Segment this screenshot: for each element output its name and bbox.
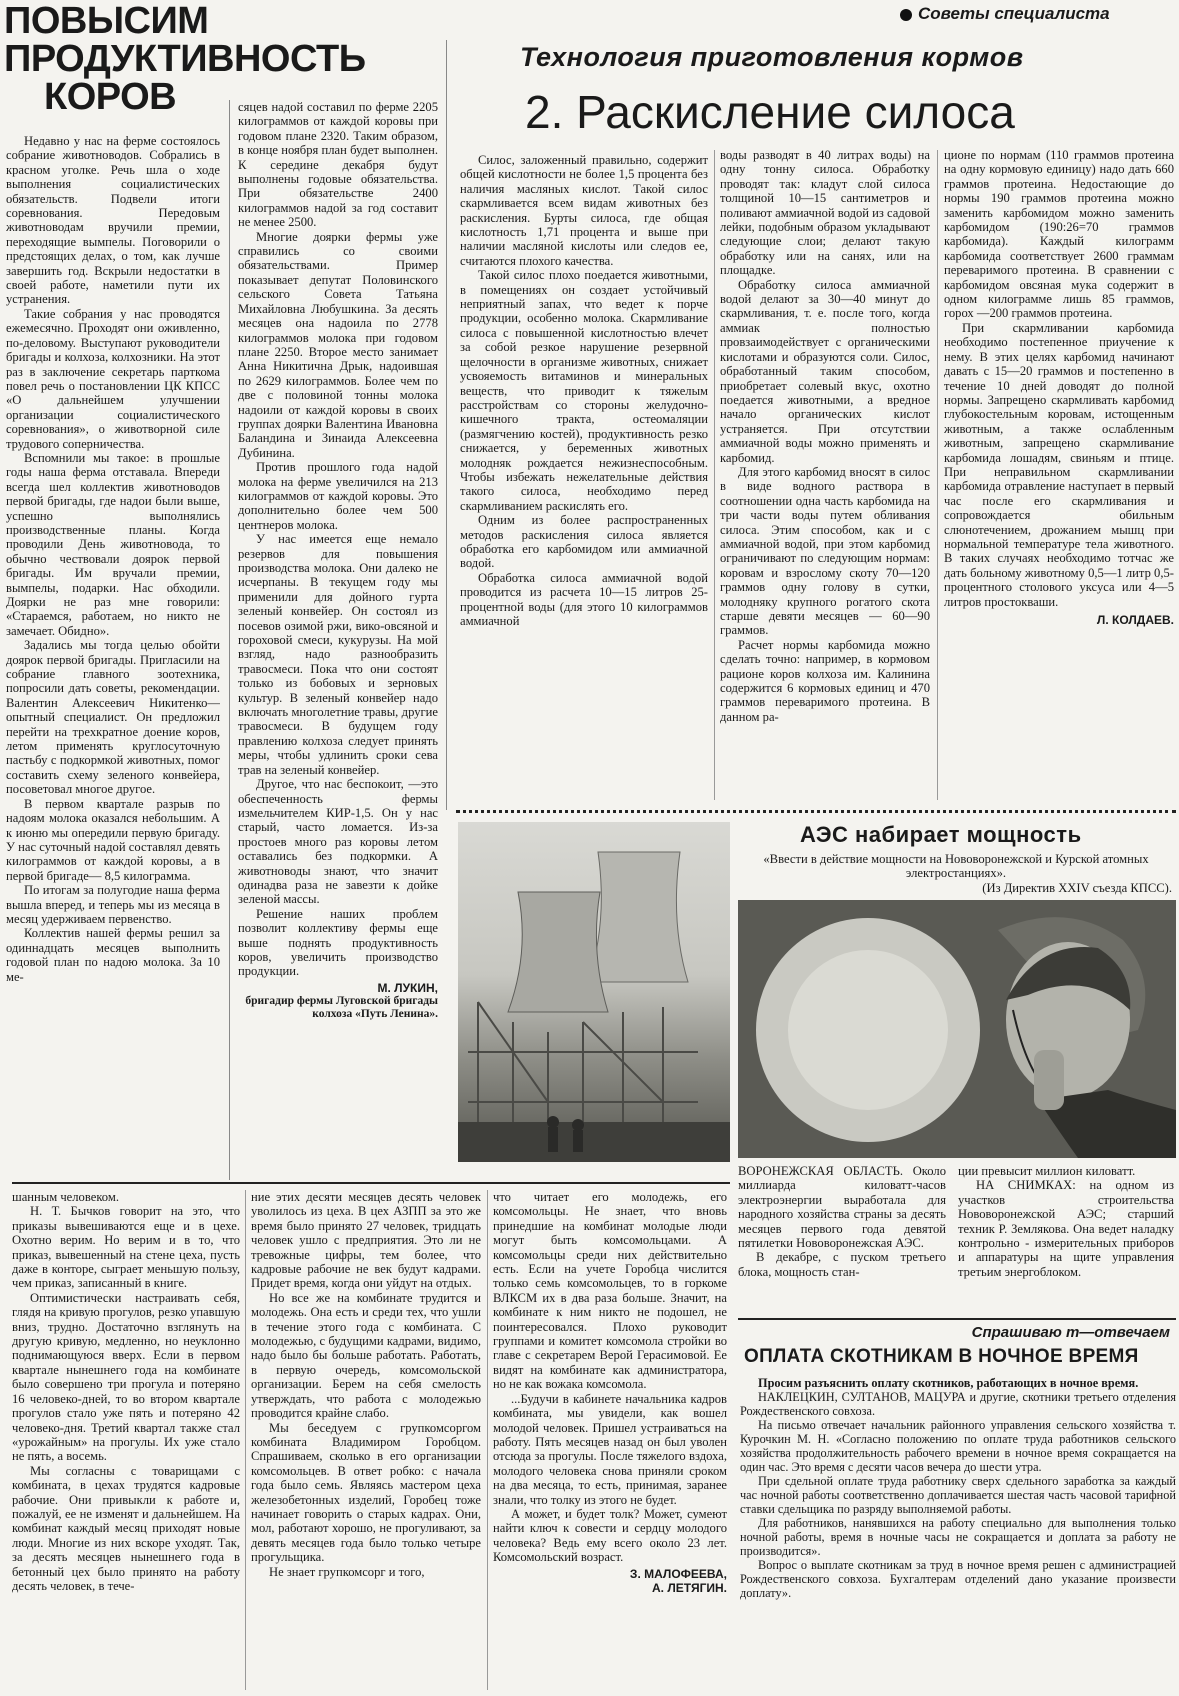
column-divider	[446, 40, 447, 810]
column-divider	[229, 100, 230, 1180]
paragraph: Такие собрания у нас проводятся ежемесячно. Проходят они оживленно, по-деловому. Выступают руководители бригады и колхоза, колхозники. На этот раз в заключение секретарь парткома повел речь о постановлении ЦК КПСС «О дальнейшем улучшении организации социалистического соревнования», о животворной силе трудового соперничества.	[6, 306, 220, 451]
section-divider	[12, 1182, 730, 1184]
paragraph: ции превысит миллион киловатт.	[958, 1164, 1136, 1178]
article5-rubric: Спрашиваю т—отвечаем	[971, 1324, 1170, 1341]
column-divider	[714, 150, 715, 800]
paragraph: В первом квартале разрыв по надоям молока оказался небольшим. А к июню мы опередили первую бригаду. У нас суточный надой составлял девять килограммов от каждой коровы, а в первой бригаде— 8,5 килограмма.	[6, 796, 220, 883]
paragraph: Не знает групкомсорг и того,	[269, 1564, 425, 1579]
paragraph: Вспомнили мы такое: в прошлые годы наша ферма отставала. Впереди всегда шел коллектив животноводов первой бригады, где надои были выше, успешно выполнялись производственные планы. Когда проводили День животновода, то обычно чествовали доярок первой бригады. Им вручали премии, вымпелы, подарки. Нас обходили. Доярки не раз мне говорили: «Стараемся, работаем, но никто не замечает. Обидно».	[6, 450, 220, 638]
paragraph: Обработку силоса аммиачной водой делают за 30—40 минут до скармливания, т. е. после того, когда аммиак полностью провзаимодействует с органическими кислотами и образуются соли. Силос, обработанный таким способом, приобретает солевый вкус, охотно поедается животными, а вредное начало органических кислот устраняется. При отсутствии аммиачной воды можно применять и карбомид.	[720, 277, 930, 465]
article3-epigraph-source: (Из Директив XXIV съезда КПСС).	[982, 881, 1172, 895]
paragraph: По итогам за полугодие наша ферма вышла вперед, и теперь мы из месяца в месяц удерживаем первенство.	[6, 883, 220, 926]
paragraph: Для этого карбомид вносят в силос в виде водного раствора в соотношении одна часть карбомида на три части воды путем обливания силоса. Этим способом, как и с аммиачной водой, при этом карбомид ограничивают по следующим нормам: коровам и взрослому скоту 70—120 граммов одну голову в сутки, молодняку крупного рогатого скота старше девяти месяцев — 60—90 граммов.	[720, 464, 930, 638]
paragraph: Против прошлого года надой молока на ферме увеличился на 213 килограммов от каждой коровы. Это дополнительно более чем 500 центнеров молока.	[238, 460, 438, 532]
article4-column-3	[493, 1190, 727, 1692]
article1-column-1	[6, 134, 220, 1174]
bullet-icon	[900, 9, 912, 21]
headline-line-1: ПОВЫСИМ	[4, 0, 209, 42]
article1-author: М. ЛУКИН,	[377, 980, 438, 995]
paragraph: что читает его молодежь, его комсомольцы. Не знает, что вновь принедшие на комбинат молодые люди могут быть комсомольцами. А комсомольцы среди них действительно есть. Если на учете Горобца числится только семь комсомольцев, то в горкоме ВЛКСМ их в два раза больше. Значит, на комбинате к ним никто не подошел, не поинтересовался. Плохо руководит группами и комитет комсомола стройки во главе с секретарем Верой Герасимовой. Ее видят на комбинате как администратора, но не как вожака комсомола.	[493, 1190, 727, 1392]
paragraph: ционе по нормам (110 граммов протеина на одну кормовую единицу) надо дать 660 граммов протеина. Недостающие до нормы 190 граммов протеина можно заменить карбомидом можно заменить карбомидом (190:26=70 граммов карбомида). Каждый килограмм карбомида соответствует 2600 граммам переваримого протеина. В сравнении с карбомидом овсяная мука содержит в одном килограмме лишь 85 граммов, горох —200 граммов протеина.	[944, 148, 1174, 321]
cooling-towers-icon	[458, 822, 730, 1162]
article3-epigraph: «Ввести в действие мощности на Нововоронежской и Курской атомных электростанциях».	[763, 852, 1149, 881]
article1-column-2	[238, 100, 438, 1096]
paragraph: Коллектив нашей фермы решил за одиннадцать месяцев выполнить годовой план по надою молока. За 10 ме-	[6, 926, 220, 984]
paragraph: Но все же на комбинате трудится и молодежь. Она есть и среди тех, что ушли в течение этого года с комбината. С молодежью, с будущими кадрами, видимо, надо было бы больше работать. Работать, в первую очередь, комсомольской организации. Берем на себя смелость утверждать, что работа с молодежью проводится крайне слабо.	[251, 1290, 481, 1421]
article4-column-1	[12, 1190, 240, 1692]
headline-line-2: ПРОДУКТИВНОСТЬ	[4, 38, 366, 80]
section-divider	[738, 1318, 1176, 1320]
paragraph: Другое, что нас беспокоит, —это обеспеченность фермы измельчителем КИР-1,5. Он у нас старый, часто ломается. Из-за простоев много раз коровы летом оставались без подкормки. А животноводы знают, что значит одинадва раза не завезти к дойке зеленой массы.	[238, 777, 438, 907]
paragraph: Обработка силоса аммиачной водой проводится из расчета 10—15 литров 25-процентной воды (для этого 10 килограммов аммиачной	[460, 570, 708, 628]
article2-kicker: Технология приготовления кормов	[520, 42, 1024, 72]
paragraph: В декабре, с пуском третьего блока, мощность стан-	[738, 1250, 946, 1279]
article5-body	[740, 1376, 1176, 1694]
technician-portrait-icon	[738, 900, 1176, 1158]
rubric-header	[900, 4, 1175, 28]
paragraph: Одним из более распространенных методов раскисления силоса является обработка его карбомидом или аммиачной водой.	[460, 513, 708, 571]
paragraph: Н. Т. Бычков говорит на это, что приказы вывешиваются еще и в цехе. Охотно верим. Но верим и в то, что приказ, вывешенный на стене цеха, пусть даже в конторе, сыграет меньшую пользу, чем приказ, записанный в книге.	[12, 1204, 240, 1291]
article4-author-1: З. МАЛОФЕЕВА,	[629, 1566, 727, 1581]
column-divider	[487, 1190, 488, 1690]
paragraph: На письмо отвечает начальник районного управления сельского хозяйства т. Курочкин М. Н. «Согласно положению по оплате труда работников сельского хозяйства продолжительность рабочего времени в ночное время сокращается на один час. Это время с десяти часов вечера до шести утра.	[740, 1418, 1176, 1474]
paragraph: Мы беседуем с групкомсоргом комбината Владимиром Горобцом. Спрашиваем, сколько в его организации комсомольцев. В ответ робко: с начала года было семь. Являясь мастером цеха железобетонных изделий, Горобец тоже начинает говорить о старых кадрах. Они, мол, работают хорошо, не прогуливают, за девять месяцев года было только четыре прогульщика.	[251, 1420, 481, 1565]
paragraph: ние этих десяти месяцев десять человек уволилось из цеха. В цех АЗПП за это же время было принято 27 человек, тридцать человек ушло с предприятия. Это ли не тревожные цифры, тем более, что кадровые рабочие не век будут кадрами. Придет время, когда они уйдут на отдых.	[251, 1190, 481, 1291]
question-signers: НАКЛЕЦКИН, СУЛТАНОВ, МАЦУРА и другие, скотники третьего отделения Рождественского совхоза.	[740, 1390, 1176, 1418]
paragraph: шанным человеком.	[12, 1190, 119, 1204]
paragraph: Такой силос плохо поедается животными, в помещениях он создает устойчивый неприятный запах, что ведет к порче продукции, особенно молока. Скармливание силоса с повышенной кислотностью влечет за собой резкое нарушение резервной щелочности в организме животных, снижает усвояемость витаминов и минеральных веществ, что приводит к тяжелым расстройствам со стороны желудочно-кишечного тракта, остеомаляции (размягчению костей), продуктивность резко снижается, у беременных животных молодняк рождается нежизнеспособным. Чтобы избежать нежелательные действия такого силоса, необходимо перед скармливанием раскислять его.	[460, 268, 708, 513]
paragraph: Оптимистически настраивать себя, глядя на кривую прогулов, резко упавшую вниз, трудно. Достаточно взглянуть на другую кривую, медленно, но неуклонно поднимающуюся вверх. Если в первом квартале нынешнего года на комбинате было совершено три прогула и потеряно 16 человеко-дней, то во втором квартале прогулов стало уже пять и потеряно 42 человеко-дня. Третий квартал также стал «урожайным» на прогулы. Их уже стало не пять, а восемь.	[12, 1290, 240, 1464]
paragraph: Вопрос о выплате скотникам за труд в ночное время решен с администрацией Рождественского совхоза. Бухгалтерам отделений дано указание произвести доплату».	[740, 1558, 1176, 1600]
paragraph: При скармливании карбомида необходимо постепенное приучение к нему. В этих целях карбомид начинают давать с 15—20 граммов и постепенно в течение 10 дней доводят до полной нормы. Запрещено скармливать карбомид глубокостельным коровам, истощенным животным, а также ослабленным животным, запрещено скармливание карбомида лошадям, свиньям и птице. При неправильном скармливании карбомида отравление наступает в первый час после его скармливания и сопровождается обильным слюнотечением, дрожанием мышц при нормальной температуре тела животного. В таких случаях необходимо тотчас же дать больному животному 0,5—1 литр 0,5-процентного столового уксуса или 4—5 литров простокваши.	[944, 320, 1174, 609]
paragraph: Недавно у нас на ферме состоялось собрание животноводов. Собрались в красном уголке. Речь шла о ходе выполнения социалистических обязательств. Подвели итоги соревнования. Передовым животноводам вручили премии, переходящие вымпелы. Поговорили о предстоящих делах, о том, как лучше завершить год. Вскрыли недостатки в своей работе, наметили пути их устранения.	[6, 134, 220, 307]
rubric-label: Советы специалиста	[918, 4, 1110, 23]
article2-column-1	[460, 153, 708, 805]
article2-headline: 2. Раскисление силоса	[525, 86, 1015, 138]
paragraph: При сдельной оплате труда работнику сверх сдельного заработка за каждый час ночной работы соответственно доплачивается шестая часть часовой тарифной ставки сдельщика по разряду выполняемой работы.	[740, 1474, 1176, 1516]
photo-power-plant-construction	[458, 822, 730, 1162]
article2-author: Л. КОЛДАЕВ.	[1096, 613, 1174, 627]
paragraph: Решение наших проблем позволит коллективу фермы еще выше поднять продуктивность коров, увеличить производство продукции.	[238, 906, 438, 979]
article1-headline	[4, 0, 366, 118]
paragraph: Расчет нормы карбомида можно сделать точно: например, в кормовом рационе коров колхоза им. Калинина содержится 6 кормовых единиц и 470 граммов переваримого протеина. В данном ра-	[720, 637, 930, 724]
headline-line-3: КОРОВ	[44, 76, 177, 118]
article3-headline: АЭС набирает мощность	[800, 822, 1082, 847]
article3-column-1	[738, 1164, 946, 1314]
section-divider	[456, 810, 1176, 813]
article2-column-3	[944, 148, 1174, 803]
article1-author-title: бригадир фермы Луговской бригады колхоза «Путь Ленина».	[245, 995, 438, 1021]
article3-column-2	[958, 1164, 1174, 1314]
question: Просим разъяснить оплату скотников, работающих в ночное время.	[758, 1376, 1139, 1390]
paragraph: воды разводят в 40 литрах воды) на одну тонну силоса. Обработку проводят так: кладут слой силоса толщиной 10—15 сантиметров и поливают аммиачной водой из садовой лейки, подобным образом укладывают следующие слои; делают такую обработку или на санях, или на площадке.	[720, 148, 930, 278]
paragraph: Задались мы тогда целью обойти доярок первой бригады. Пригласили на собрание главного зоотехника, попросили дать советы, рекомендации. Валентин Алексеевич Никитенко—опытный специалист. Он предложил перейти на трехкратное доение коров, летом применять круглосуточную пастьбу с подкормкой животных, помог составить схему зеленого конвейера, посоветовал многое другое.	[6, 638, 220, 797]
paragraph: Для работников, нанявшихся на работу специально для выполнения только ночной работы, время в ночные часы не сокращается и доплата за работу не производится».	[740, 1516, 1176, 1558]
paragraph: Силос, заложенный правильно, содержит общей кислотности не более 1,5 процента без наличия масляных кислот. Такой силос скармливается всем видам животных без раскисления. Бурты силоса, где общая кислотность 1,71 процента и выше при наличии масляной кислоты или следов ее, считаются плохого качества.	[460, 153, 708, 268]
paragraph: Мы согласны с товарищами с комбината, в цехах трудятся кадровые рабочие. Они привыкли к работе и, пожалуй, ее не изменят и дальнейшем. На комбинат каждый месяц приходят новые люди. Многие из них вскоре уходят. Так, за десять месяцев нынешнего года в бетонный цех было принято на работу десять человек, в тече-	[12, 1463, 240, 1593]
paragraph: У нас имеется еще немало резервов для повышения производства молока. Они далеко не исчерпаны. В текущем году мы применили для дойного гурта зеленый конвейер. Он состоял из посевов озимой ржи, вико-овсяной и гороховой смеси, кукурузы. На мой взгляд, надо разнообразить травосмеси. Пока что они состоят только из бобовых и зерновых культур. В зеленый конвейер надо включать многолетние травы, другие травосмеси. В будущем году правлению колхоза следует принять меры, чтобы удлинить сроки сева трав на зеленый конвейер.	[238, 532, 438, 777]
paragraph: сяцев надой составил по ферме 2205 килограммов от каждой коровы при годовом плане 2320. Таким образом, в конце ноября план будет выполнен. К середине декабря будут выполнены годовые обязательства. При обязательстве 2400 килограммов надой за год составит не менее 2500.	[238, 100, 438, 230]
paragraph: ...Будучи в кабинете начальника кадров комбината, мы увидели, как вошел молодой человек. Пришел устраиваться на работу. Пять месяцев назад он был уволен отсюда за прогулы. После тяжелого вздоха, молодого человека снова приняли сроком на два месяца, то есть, принимая, заранее знали, что толку из этого не будет.	[493, 1391, 727, 1507]
paragraph: Многие доярки фермы уже справились со своими обязательствами. Пример показывает депутат Половинского сельского Совета Татьяна Михайловна Любушкина. За десять месяцев она надоила по 2778 килограммов молока при годовом плане 2250. Второе место занимает Анна Никитична Дрык, надоившая по 2629 килограммов. Более чем по две с половиной тонны молока надоили от каждой коровы в своих группах доярки Валентина Ивановна Баландина и Зинаида Алексеевна Дубинина.	[238, 229, 438, 460]
article4-column-2	[251, 1190, 481, 1692]
paragraph: А может, и будет толк? Может, сумеют найти ключ к совести и сердцу молодого человека? Ведь ему всего около 23 лет. Комсомольский возраст.	[493, 1506, 727, 1565]
photo-technician-portrait	[738, 900, 1176, 1158]
article2-column-2	[720, 148, 930, 803]
article4-author-2: А. ЛЕТЯГИН.	[652, 1580, 727, 1595]
paragraph: НА СНИМКАХ: на одном из участков строительства Нововоронежской АЭС; старший техник Р. Землякова. Она ведет наладку контрольно - измерительных приборов и аппаратуры на щите управления третьим энергоблоком.	[958, 1178, 1174, 1279]
paragraph: ВОРОНЕЖСКАЯ ОБЛАСТЬ. Около миллиарда киловатт-часов электроэнергии выработала для народного хозяйства страны за десять месяцев первого года девятой пятилетки Нововоронежская АЭС.	[738, 1164, 946, 1251]
article5-headline: ОПЛАТА СКОТНИКАМ В НОЧНОЕ ВРЕМЯ	[744, 1346, 1139, 1367]
column-divider	[937, 150, 938, 800]
column-divider	[245, 1190, 246, 1690]
